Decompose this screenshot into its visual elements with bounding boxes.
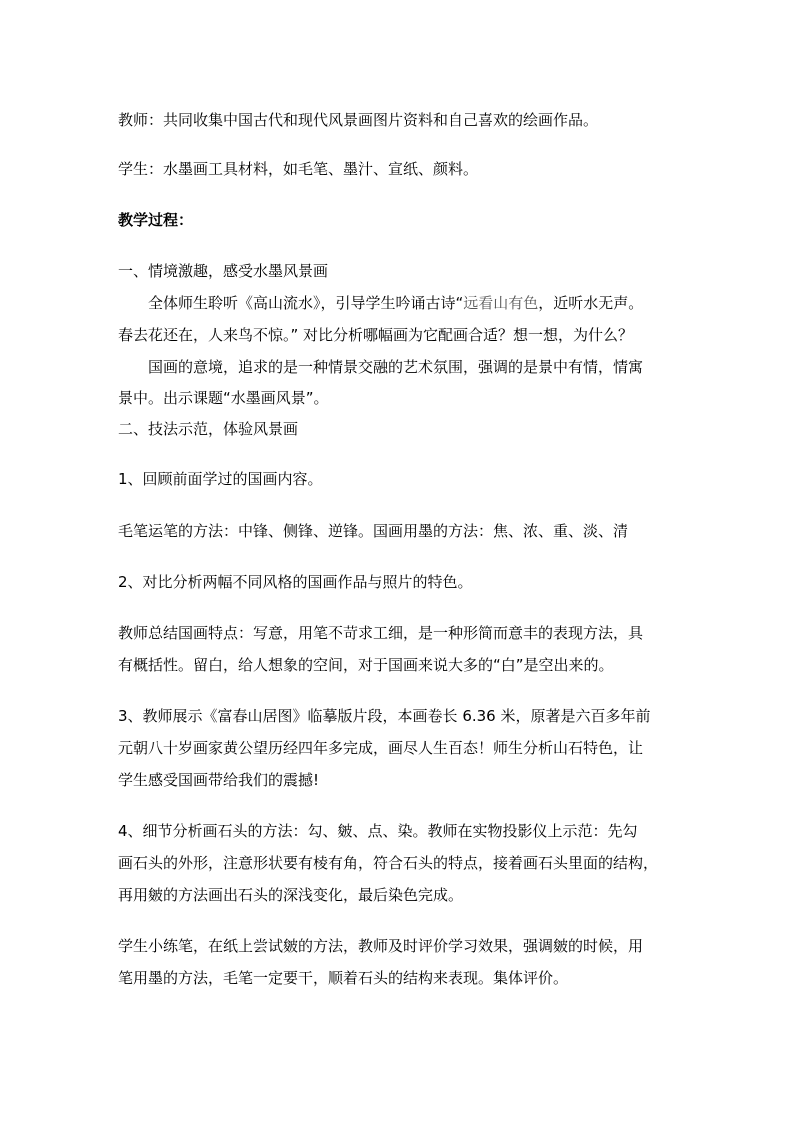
item4-line2: 画石头的外形，注意形状要有棱有角，符合石头的特点，接着画石头里面的结构， — [118, 854, 659, 872]
practice-line1: 学生小练笔，在纸上尝试皴的方法，教师及时评价学习效果，强调皴的时候，用 — [118, 937, 644, 955]
item3-line3: 学生感受国画带给我们的震撼! — [118, 771, 320, 789]
item4-line3: 再用皴的方法画出石头的深浅变化，最后染色完成。 — [118, 886, 464, 904]
item2-summary-line2: 有概括性。留白，给人想象的空间，对于国画来说大多的“白”是空出来的。 — [118, 656, 614, 674]
section1-paragraph1-line1 — [148, 288, 728, 318]
item2-summary-line1: 教师总结国画特点：写意，用笔不苛求工细，是一种形简而意丰的表现方法，具 — [118, 624, 644, 642]
section1-title: 一、情境激趣，感受水墨风景画 — [118, 262, 329, 280]
process-heading: 教学过程： — [118, 211, 194, 229]
text-run: 全体师生聆听《高山流水》，引导学生吟诵古诗“ — [148, 294, 464, 312]
poem-quote: 远看山有色 — [463, 294, 539, 312]
section1-paragraph2-line2: 景中。出示课题“水墨画风景”。 — [118, 389, 329, 407]
item1: 1、回顾前面学过的国画内容。 — [118, 470, 323, 488]
item1-detail: 毛笔运笔的方法：中锋、侧锋、逆锋。国画用墨的方法：焦、浓、重、淡、清 — [118, 522, 629, 540]
section2-title: 二、技法示范，体验风景画 — [118, 420, 299, 438]
section1-paragraph2-line1: 国画的意境，追求的是一种情景交融的艺术氛围，强调的是景中有情，情寓 — [148, 358, 644, 376]
item2: 2、对比分析两幅不同风格的国画作品与照片的特色。 — [118, 573, 473, 591]
practice-line2: 笔用墨的方法，毛笔一定要干，顺着石头的结构来表现。集体评价。 — [118, 969, 569, 987]
prep-student: 学生：水墨画工具材料，如毛笔、墨汁、宣纸、颜料。 — [118, 160, 479, 178]
item3-line2: 元朝八十岁画家黄公望历经四年多完成，画尽人生百态！师生分析山石特色，让 — [118, 739, 644, 757]
prep-teacher: 教师：共同收集中国古代和现代风景画图片资料和自己喜欢的绘画作品。 — [118, 111, 599, 129]
section1-paragraph1-line2: 春去花还在，人来鸟不惊。” 对比分析哪幅画为它配画合适？想一想，为什么？ — [118, 326, 634, 344]
item4-line1: 4、细节分析画石头的方法：勾、皴、点、染。教师在实物投影仪上示范：先勾 — [118, 822, 638, 840]
item3-line1: 3、教师展示《富春山居图》临摹版片段，本画卷长 6.36 米，原著是六百多年前 — [118, 707, 651, 725]
text-run: ，近听水无声。 — [538, 294, 644, 312]
